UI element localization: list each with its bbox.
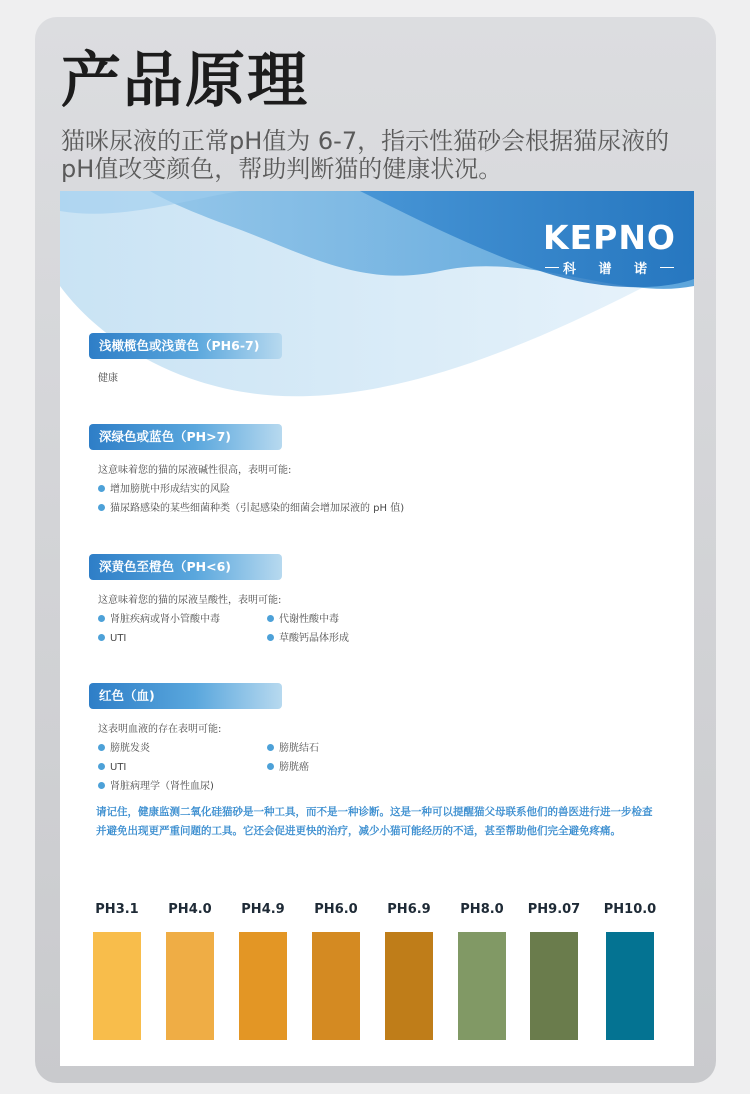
ph-color-swatch bbox=[385, 932, 433, 1040]
ph-label: PH3.1 bbox=[95, 902, 139, 917]
bullet-item: 增加膀胱中形成结实的风险 bbox=[98, 480, 230, 499]
info-card bbox=[60, 191, 694, 1066]
section-label-healthy: 浅橄榄色或浅黄色（PH6-7) bbox=[89, 333, 282, 359]
ph-color-swatch bbox=[606, 932, 654, 1040]
bullet-item: 膀胱发炎 bbox=[98, 739, 150, 758]
reminder-note: 请记住，健康监测二氧化硅猫砂是一种工具，而不是一种诊断。这是一种可以提醒猫父母联系他们的兽医进行进一步检查并避免出现更严重问题的工具。它还会促进更快的治疗，减少小猫可能经历的不适，甚至帮助他们完全避免疼痛。 bbox=[96, 806, 653, 837]
ph-label: PH4.0 bbox=[168, 902, 212, 917]
bullet-item: 猫尿路感染的某些细菌种类（引起感染的细菌会增加尿液的 pH 值) bbox=[98, 499, 404, 518]
ph-label: PH6.0 bbox=[314, 902, 358, 917]
ph-color-swatch bbox=[93, 932, 141, 1040]
product-principle-panel bbox=[35, 17, 716, 1083]
ph-label: PH6.9 bbox=[387, 902, 431, 917]
bullet-item: UTI bbox=[98, 758, 126, 777]
bullet-item: 代谢性酸中毒 bbox=[267, 610, 339, 629]
section-text-healthy: 健康 bbox=[98, 373, 118, 384]
brand-logo: KEPNO 科 谱 诺 bbox=[543, 218, 676, 277]
ph-color-swatch bbox=[239, 932, 287, 1040]
section-label-acidic: 深黄色至橙色（PH<6) bbox=[89, 554, 282, 580]
section-text-blood: 这表明血液的存在表明可能: bbox=[98, 724, 222, 735]
section-text-acidic: 这意味着您的猫的尿液呈酸性，表明可能: bbox=[98, 595, 282, 606]
bullet-item: UTI bbox=[98, 629, 126, 648]
ph-color-swatch bbox=[166, 932, 214, 1040]
ph-label: PH4.9 bbox=[241, 902, 285, 917]
ph-label: PH8.0 bbox=[460, 902, 504, 917]
bullet-item: 肾脏病理学（肾性血尿) bbox=[98, 777, 214, 796]
ph-label: PH10.0 bbox=[603, 902, 657, 917]
bullet-item: 膀胱癌 bbox=[267, 758, 309, 777]
bullet-item: 肾脏疾病或肾小管酸中毒 bbox=[98, 610, 220, 629]
ph-color-swatch bbox=[312, 932, 360, 1040]
section-text-alkaline: 这意味着您的猫的尿液碱性很高，表明可能: bbox=[98, 465, 292, 476]
page-subtitle: 猫咪尿液的正常pH值为 6-7，指示性猫砂会根据猫尿液的pH值改变颜色，帮助判断猫的健康状况。 bbox=[61, 127, 670, 183]
bullet-item: 草酸钙晶体形成 bbox=[267, 629, 349, 648]
ph-color-swatch bbox=[530, 932, 578, 1040]
page-title: 产品原理 bbox=[61, 46, 309, 116]
section-label-alkaline: 深绿色或蓝色（PH>7) bbox=[89, 424, 282, 450]
bullet-item: 膀胱结石 bbox=[267, 739, 319, 758]
ph-color-swatch bbox=[458, 932, 506, 1040]
ph-label: PH9.07 bbox=[527, 902, 581, 917]
section-label-blood: 红色（血) bbox=[89, 683, 282, 709]
